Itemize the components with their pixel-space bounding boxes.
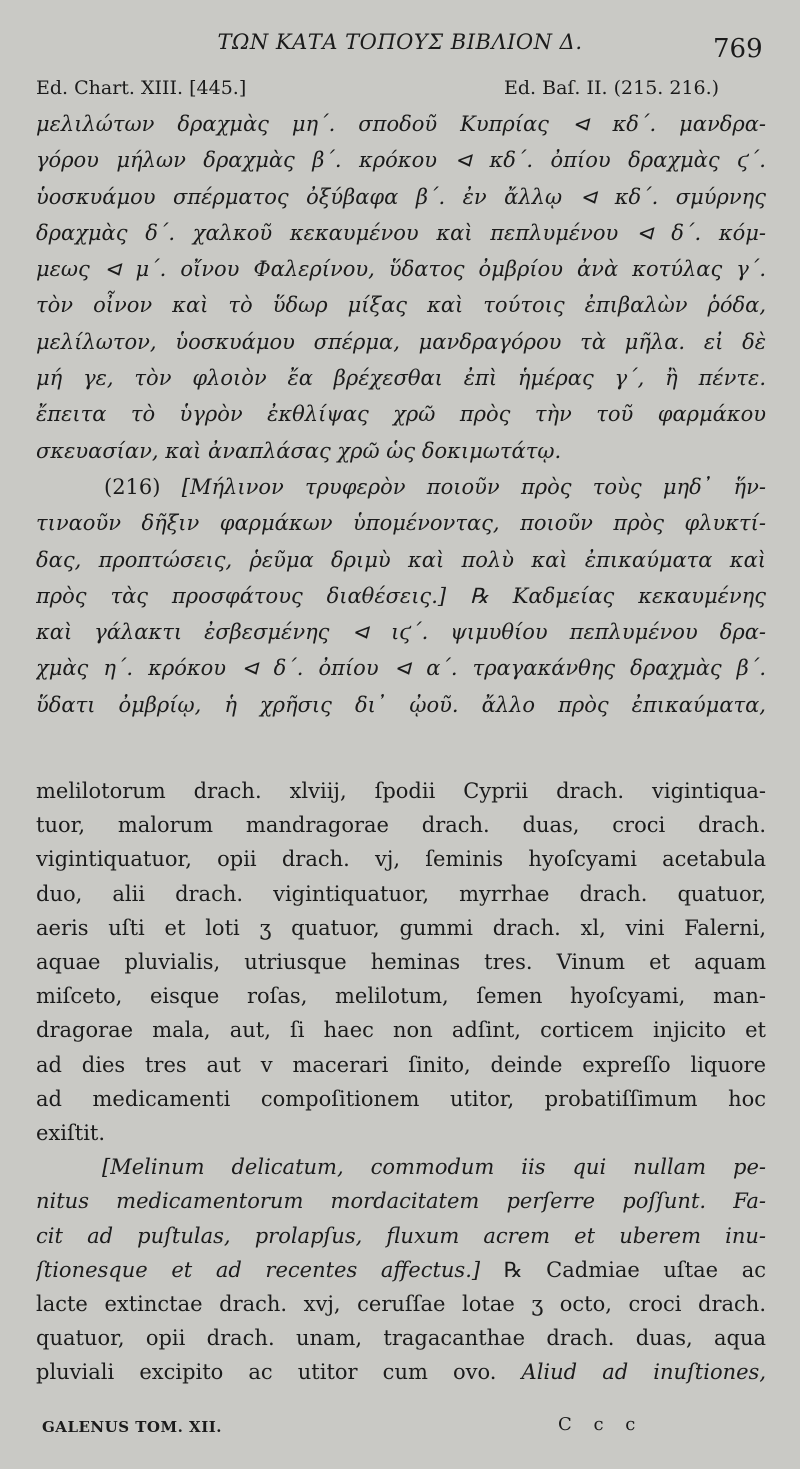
greek-line-mixed xyxy=(36,578,766,614)
latin-line: miſceto, eisque roſas, melilotum, ſemen hyoſcyami, man- xyxy=(36,984,766,1009)
latin-line: aquae pluvialis, utriusque heminas tres. Vinum et aquam xyxy=(36,950,766,975)
greek-line-rest: [Μήλινον τρυφερὸν ποιοῦν πρὸς τοὺς μηδ᾽ ἥν- xyxy=(181,474,766,499)
latin-last-roman: pluviali excipito ac utitor cum ovo. xyxy=(36,1360,522,1385)
latin-line: melilotorum drach. xlviij, ſpodii Cyprii drach. vigintiqua- xyxy=(36,779,766,803)
running-title: ΤΩΝ ΚΑΤΑ ΤΟΠΟΥΣ ΒΙΒΛΙΟΝ Δ. xyxy=(217,30,583,54)
greek-line: μελίλωτον, ὑοσκυάμου σπέρμα, μανδραγόρου τὰ μῆλα. εἰ δὲ xyxy=(36,329,766,354)
latin-line: vigintiquatuor, opii drach. vj, ſeminis hyoſcyami acetabula xyxy=(36,847,766,872)
greek-line: μελιλώτων δραχμὰς μη΄. σποδοῦ Κυπρίας ⊲ κδ΄. μανδρα- xyxy=(36,112,766,136)
latin-line: exiſtit. xyxy=(36,1121,106,1146)
latin-italic-line: cit ad puſtulas, prolapſus, fluxum acrem et uberem inu- xyxy=(36,1223,766,1248)
greek-line: τὸν οἶνον καὶ τὸ ὕδωρ μίξας καὶ τούτοις ἐπιβαλὼν ῥόδα, xyxy=(36,293,766,318)
greek-recipe-start: ℞ Καδμείας κεκαυμένης xyxy=(446,583,766,608)
latin-line: ad medicamenti compoſitionem utitor, probatiſſimum hoc xyxy=(36,1086,766,1111)
latin-line: lacte extinctae drach. xvj, ceruſſae lotae ʒ octo, croci drach. xyxy=(36,1292,766,1317)
latin-line: ad dies tres aut v macerari ſinito, deinde expreſſo liquore xyxy=(36,1052,766,1077)
greek-line: δραχμὰς δ΄. χαλκοῦ κεκαυμένου καὶ πεπλυμένου ⊲ δ΄. κόμ- xyxy=(36,220,766,245)
latin-bracket-end: ſtionesque et ad recentes affectus.] xyxy=(36,1257,481,1282)
page-number: 769 xyxy=(713,34,763,64)
latin-italic-line: [Melinum delicatum, commodum iis qui nullam pe- xyxy=(102,1155,766,1180)
greek-line: καὶ γάλακτι ἐσβεσμένης ⊲ ιϛ΄. ψιμυθίου πεπλυμένου δρα- xyxy=(36,620,766,645)
signature-mark-left: GALENUS TOM. XII. xyxy=(42,1418,222,1436)
greek-line: μή γε, τὸν φλοιὸν ἔα βρέχεσθαι ἐπὶ ἡμέρας γ΄, ἢ πέντε. xyxy=(36,366,766,391)
greek-line: μεως ⊲ μ΄. οἴνου Φαλερίνου, ὕδατος ὀμβρίου ἀνὰ κοτύλας γ΄. xyxy=(36,257,766,282)
basel-page-marker: (216) xyxy=(104,474,161,499)
edition-reference-right: Ed. Baſ. II. (215. 216.) xyxy=(504,77,720,99)
greek-line: δας, προπτώσεις, ῥεῦμα δριμὺ καὶ πολὺ καὶ ἐπικαύματα καὶ xyxy=(36,547,766,572)
greek-line: γόρου μήλων δραχμὰς β΄. κρόκου ⊲ κδ΄. ὀπίου δραχμὰς ϛ΄. xyxy=(36,148,766,173)
latin-line: tuor, malorum mandragorae drach. duas, croci drach. xyxy=(36,813,766,838)
latin-italic-line: nitus medicamentorum mordacitatem perſerre poſſunt. Fa- xyxy=(36,1189,766,1214)
latin-line: quatuor, opii drach. unam, tragacanthae drach. duas, aqua xyxy=(36,1326,766,1351)
greek-line: ὕδατι ὀμβρίῳ, ἡ χρῆσις δι᾽ ᾠοῦ. ἄλλο πρὸς ἐπικαύματα, xyxy=(36,692,766,717)
greek-line: ὑοσκυάμου σπέρματος ὀξύβαφα β΄. ἐν ἄλλῳ ⊲ κδ΄. σμύρνης xyxy=(36,184,766,209)
latin-line: dragorae mala, aut, ſi haec non adſint, corticem injicito et xyxy=(36,1018,766,1043)
latin-line: duo, alii drach. vigintiquatuor, myrrhae drach. quatuor, xyxy=(36,881,766,906)
greek-paragraph-start xyxy=(36,469,766,505)
latin-line-mixed xyxy=(36,1355,766,1389)
latin-text-block xyxy=(36,774,766,1390)
edition-reference-left: Ed. Chart. XIII. [445.] xyxy=(36,77,247,99)
latin-recipe-start: ℞ Cadmiae uſtae ac xyxy=(480,1257,766,1282)
signature-mark-right: C c c xyxy=(558,1414,644,1435)
latin-line-mixed xyxy=(36,1253,766,1287)
latin-last-italic: Aliud ad inuſtiones, xyxy=(521,1360,766,1385)
greek-line: τιναοῦν δῆξιν φαρμάκων ὑπομένοντας, ποιοῦν πρὸς φλυκτί- xyxy=(36,511,766,536)
greek-line: χμὰς η΄. κρόκου ⊲ δ΄. ὀπίου ⊲ α΄. τραγακάνθης δραχμὰς β΄. xyxy=(36,656,766,681)
greek-text-block xyxy=(36,106,766,723)
greek-bracket-end: πρὸς τὰς προσφάτους διαθέσεις.] xyxy=(36,583,447,608)
greek-line: σκευασίαν, καὶ ἀναπλάσας χρῶ ὡς δοκιμωτάτῳ. xyxy=(36,438,562,463)
greek-line: ἔπειτα τὸ ὑγρὸν ἐκθλίψας χρῶ πρὸς τὴν τοῦ φαρμάκου xyxy=(36,402,766,427)
latin-line: aeris uſti et loti ʒ quatuor, gummi drach. xl, vini Falerni, xyxy=(36,915,766,940)
